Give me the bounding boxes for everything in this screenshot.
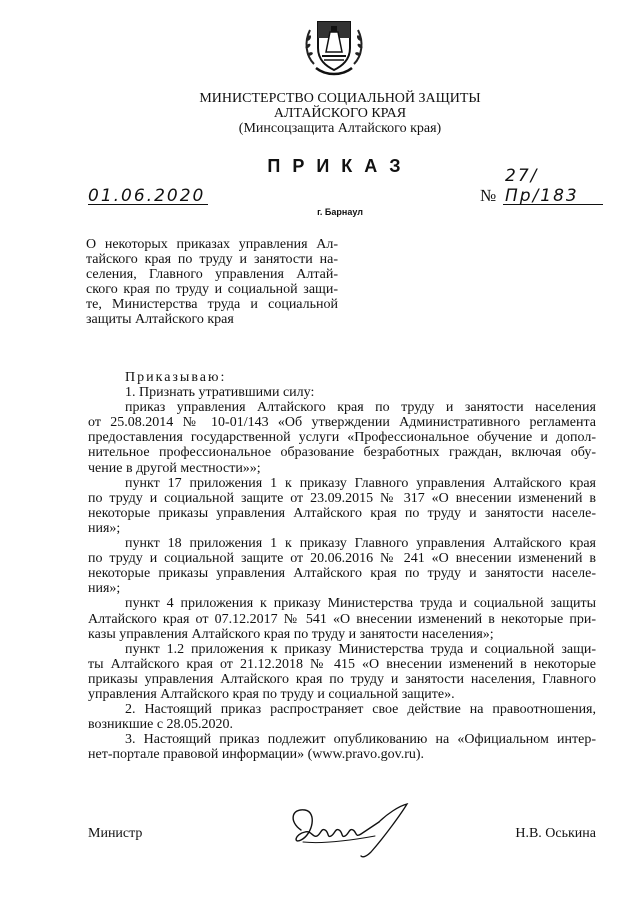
ministry-header (150, 91, 530, 136)
paragraph-3 (88, 536, 596, 596)
paragraph-line: предоставления государственной услуги «Профессиональное обучение и допол- (88, 430, 596, 446)
paragraph-5 (88, 642, 596, 702)
city-label: г. Барнаул (317, 207, 363, 217)
paragraph-line: ния»; (88, 520, 121, 536)
subject-line: те, Министерства труда и социальной (86, 297, 338, 312)
ministry-name-line1: МИНИСТЕРСТВО СОЦИАЛЬНОЙ ЗАЩИТЫ (199, 91, 481, 106)
signatory-role: Министр (88, 826, 143, 841)
paragraph-line: Алтайского края от 07.12.2017 № 541 «О внесении изменений в некоторые при- (88, 611, 596, 627)
signatory-name: Н.В. Оськина (515, 826, 596, 841)
paragraph-line: от 25.08.2014 № 10-01/143 «Об утверждении Административного регламента (88, 415, 596, 431)
paragraph-line: ты Алтайского края от 21.12.2018 № 415 «О внесении изменений в некоторые (88, 656, 596, 672)
paragraph-4 (88, 596, 596, 641)
subject-line: защиты Алтайского края (86, 312, 234, 327)
paragraph-line: по труду и социальной защите от 20.06.2016 № 241 «О внесении изменений в (88, 551, 596, 567)
paragraph-line: по труду и социальной защите от 23.09.2015 № 317 «О внесении изменений в (88, 490, 596, 506)
paragraph-line: казы управления Алтайского края по труду и занятости населения»; (88, 626, 494, 642)
subject-line: селения, Главного управления Алтай- (86, 267, 338, 282)
item-1: 1. Признать утратившими силу: (125, 385, 315, 401)
paragraph-line: 3. Настоящий приказ подлежит опубликованию на «Официальном интер- (125, 732, 596, 748)
paragraph-line: приказы управления Алтайского края по труду и занятости населения, Главного (88, 671, 596, 687)
subject-line: тайского края по труду и занятости на- (86, 252, 338, 267)
handwritten-signature (283, 800, 413, 860)
paragraph-line: 2. Настоящий приказ распространяет свое действие на правоотношения, (125, 702, 596, 718)
document-title: ПРИКАЗ (267, 156, 413, 176)
document-body (88, 370, 596, 762)
coat-of-arms-emblem (300, 12, 368, 80)
order-word: Приказываю: (125, 370, 227, 385)
subject-line: О некоторых приказах управления Ал- (86, 237, 338, 252)
subject-line: ского края по труду и социальной защи- (86, 282, 338, 297)
item-2 (88, 702, 596, 732)
paragraph-line: некоторые приказы управления Алтайского края по труду и занятости населе- (88, 505, 596, 521)
paragraph-line: чение в другой местности»»; (88, 460, 261, 476)
document-subject (86, 237, 338, 327)
paragraph-line: пункт 4 приложения к приказу Министерства труда и социальной защиты (125, 596, 596, 612)
ministry-short-name: (Минсоцзащита Алтайского края) (238, 121, 442, 136)
document-number: 27/Пр/183 (505, 166, 579, 206)
paragraph-line: нительное профессиональное образование безработных граждан, включая обу- (88, 445, 596, 461)
paragraph-line: возникшие с 28.05.2020. (88, 717, 234, 733)
paragraph-line: пункт 17 приложения 1 к приказу Главного управления Алтайского края (125, 475, 596, 491)
number-field (503, 166, 603, 206)
paragraph-line: приказ управления Алтайского края по труду и занятости населения (125, 400, 596, 416)
paragraph-line: пункт 1.2 приложения к приказу Министерства труда и социальной защи- (125, 641, 596, 657)
item-3 (88, 732, 596, 762)
document-date: 01.06.2020 (88, 186, 206, 206)
paragraph-line: нет-портале правовой информации» (www.pravo.gov.ru). (88, 747, 425, 763)
paragraph-line: управления Алтайского края по труду и социальной защите». (88, 686, 455, 702)
ministry-name-line2: АЛТАЙСКОГО КРАЯ (273, 106, 407, 121)
paragraph-line: некоторые приказы управления Алтайского края по труду и занятости населе- (88, 566, 596, 582)
paragraph-line: ния»; (88, 581, 121, 597)
paragraph-1 (88, 400, 596, 475)
date-field (88, 186, 208, 205)
number-label: № (480, 186, 497, 205)
paragraph-line: пункт 18 приложения 1 к приказу Главного управления Алтайского края (125, 536, 596, 552)
paragraph-2 (88, 476, 596, 536)
